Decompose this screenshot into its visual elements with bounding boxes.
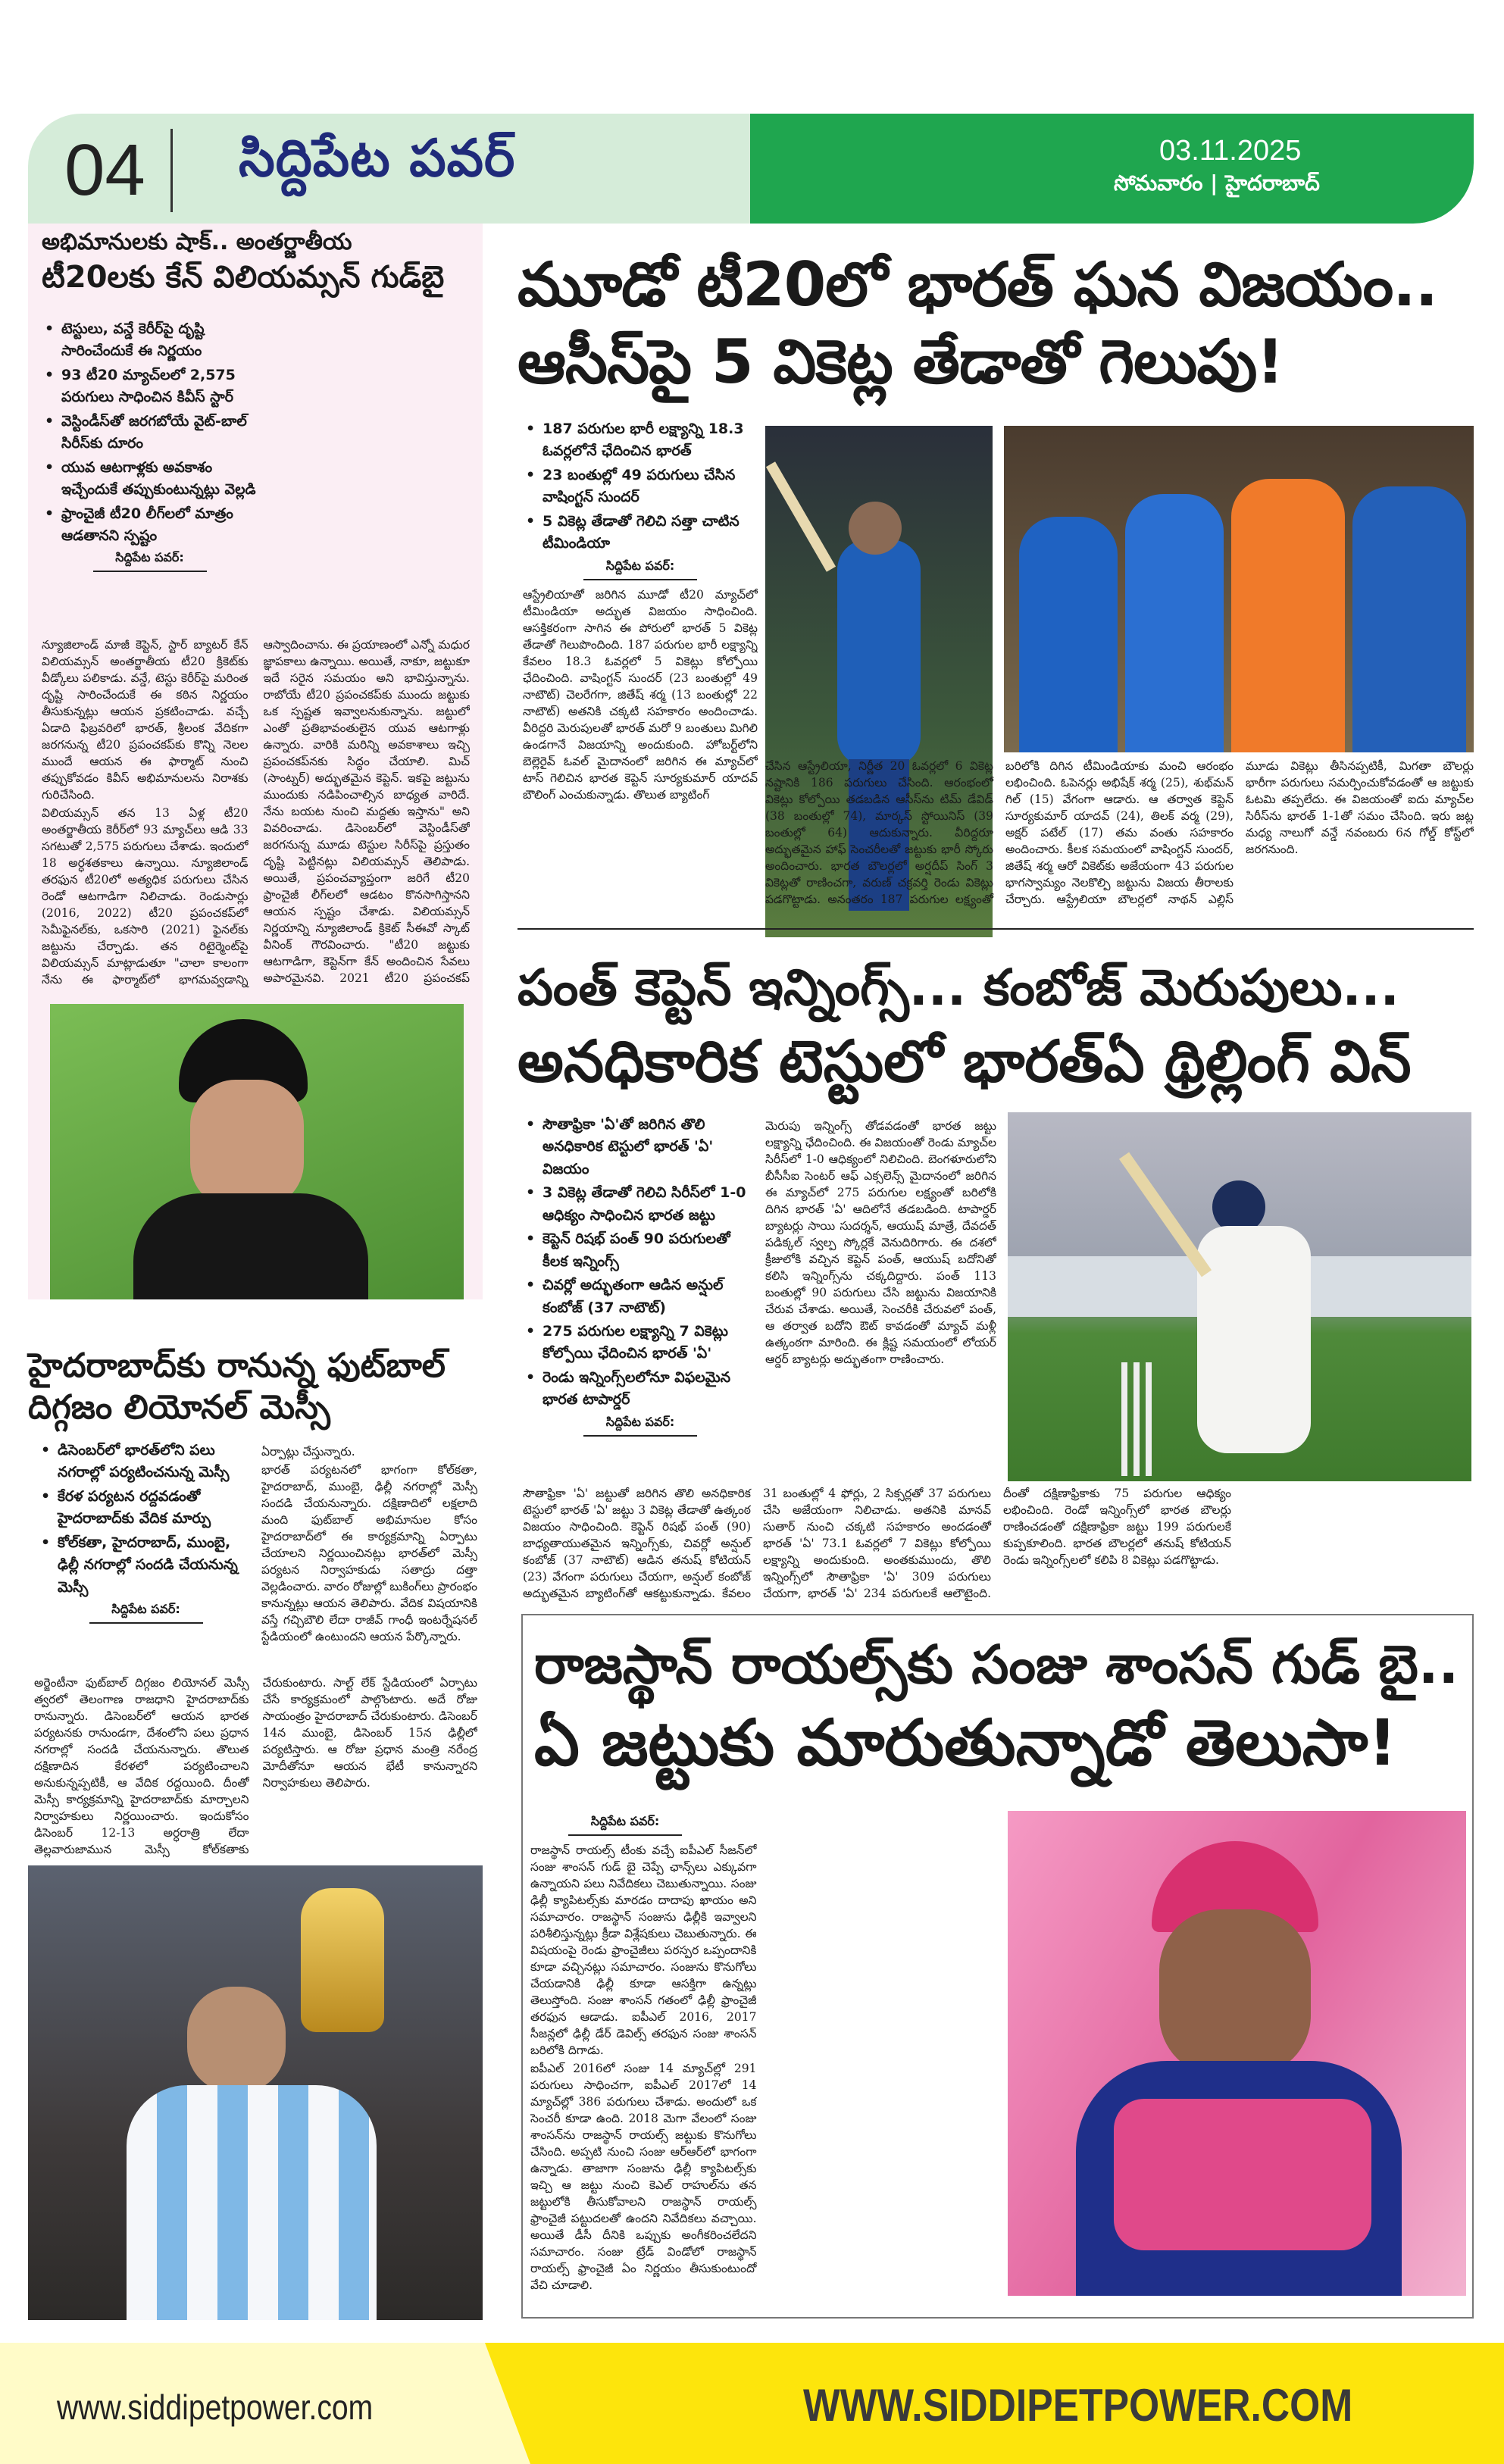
pant-bullet: • రెండు ఇన్నింగ్స్‌లలోనూ విఫలమైన భారత టాపార్డర్ — [523, 1367, 758, 1412]
pant-bullet: • 275 పరుగుల లక్ష్యాన్ని 7 వికెట్లు కోల్పోయి ఛేదించిన భారత్ 'ఏ' — [523, 1321, 758, 1365]
footer-website-link[interactable]: www.siddipetpower.com — [57, 2387, 374, 2427]
sanju-dateline: సిద్దిపేట పవర్: — [568, 1814, 682, 1836]
kane-bullet: • యువ ఆటగాళ్లకు అవకాశం ఇచ్చేందుకే తప్పుకుంటున్నట్లు వెల్లడి — [42, 457, 258, 502]
messi-paragraph-side: భారత్ పర్యటనలో భాగంగా కోల్‌కతా, హైదరాబాద్, ముంబై, ఢిల్లీ నగరాల్లో మెస్సీ సందడి చేయనున్నారు. దక్షిణాదిలో లక్షలాది మంది ఫుట్‌బాల్ అభిమానుల కోసం హైదరాబాద్‌లో ఈ కార్యక్రమాన్ని ఏర్పాటు చేయాలని నిర్ణయించినట్లు భారత్‌లో మెస్సీ పర్యటన నిర్వాహకుడు సతాద్రు దత్తా వెల్లడించారు. వారం రోజుల్లో బుకింగ్‌లు ప్రారంభం కానున్నట్లు ఆయన తెలిపారు. వేదిక విషయానికి వస్తే గచ్చిబౌలి లేదా రాజీవ్ గాంధీ ఇంటర్నేషనల్ స్టేడియంలో ఉంటుందని ఆయన పేర్కొన్నారు. — [261, 1463, 477, 1643]
pant-dateline: సిద్దిపేట పవర్: — [583, 1415, 697, 1437]
rishabh-pant-batting-photo — [1008, 1112, 1471, 1481]
kane-headline: టీ20లకు కేన్ విలియమ్సన్ గుడ్‌బై — [42, 259, 445, 295]
kane-dateline: సిద్దిపేట పవర్: — [93, 550, 207, 572]
pant-body-lower — [523, 1485, 1471, 1606]
player-shape — [1125, 494, 1224, 752]
section-divider — [517, 928, 1474, 930]
bat-shape — [766, 461, 836, 572]
kane-bullet: • టెస్టులు, వన్డే కెరీర్‌పై దృష్టి సారించేందుకే ఈ నిర్ణయం — [42, 318, 258, 363]
t20-bullet: • 5 వికెట్ల తేడాతో గెలిచి సత్తా చాటిన టీమిండియా — [523, 511, 758, 555]
team-india-celebration-photo — [1004, 426, 1474, 752]
kane-bullets-column — [42, 318, 258, 578]
messi-paragraph-lower: అర్జెంటీనా ఫుట్‌బాల్ దిగ్గజం లియోనల్ మెస్సీ త్వరలో తెలంగాణ రాజధాని హైదరాబాద్‌కు రానున్నారు. డిసెంబర్‌లో ఆయన భారత పర్యటనకు రానుండగా, దేశంలోని పలు ప్రధాన నగరాల్లో సందడి చేయనున్నారు. తొలుత దక్షిణాదిన కేరళలో పర్యటించాలని అనుకున్నప్పటికీ, ఆ వేదిక రద్దయింది. దీంతో మెస్సీ కార్యక్రమాన్ని హైదరాబాద్‌కు మార్చాలని నిర్వాహకులు నిర్ణయించారు. ఇందుకోసం డిసెంబర్ 12-13 అర్ధరాత్రి లేదా తెల్లవారుజామున మెస్సీ కోల్‌కతాకు చేరుకుంటారు. సాల్ట్ లేక్ స్టేడియంలో ఏర్పాటు చేసే కార్యక్రమంలో పాల్గొంటారు. అదే రోజు సాయంత్రం హైదరాబాద్ చేరుకుంటారు. డిసెంబర్ 14న ముంబై, డిసెంబర్ 15న ఢిల్లీలో పర్యటిస్తారు. ఆ రోజు ప్రధాన మంత్రి నరేంద్ర మోదీతోనూ ఆయన భేటీ కానున్నారని నిర్వాహకులు తెలిపారు. — [34, 1676, 477, 1856]
pant-bullet: • చివర్లో అద్భుతంగా ఆడిన అన్షుల్ కంబోజ్ (37 నాటౌట్) — [523, 1274, 758, 1319]
sanju-paragraph: రాజస్థాన్ రాయల్స్ టీంకు వచ్చే ఐపీఎల్ సీజన్‌లో సంజు శాంసన్ గుడ్ బై చెప్పే ఛాన్స్‌లు ఎక్కువగా ఉన్నాయని పలు నివేదికలు చెబుతున్నాయి. సంజు ఢిల్లీ క్యాపిటల్స్‌కు మారడం దాదాపు ఖాయం అని సమాచారం. రాజస్థాన్ సంజును ఢిల్లీకి ఇవ్వాలని పరిశీలిస్తున్నట్లు క్రీడా విశ్లేషకులు చెబుతున్నారు. ఈ విషయంపై రెండు ఫ్రాంచైజీలు పరస్పర ఒప్పందానికి కూడా వచ్చినట్లు సమాచారం. సంజును కొనుగోలు చేయడానికి ఢిల్లీ కూడా ఆసక్తిగా ఉన్నట్లు తెలుస్తోంది. సంజు శాంసన్ గతంలో ఢిల్లీ ఫ్రాంచైజీ తరఫున ఆడాడు. ఐపీఎల్ 2016, 2017 సీజన్లలో ఢిల్లీ డేర్ డెవిల్స్ తరఫున సంజు శాంసన్ బరిలోకి దిగాడు. — [530, 1843, 757, 2057]
pant-headline-line2: అనధికారిక టెస్టులో భారత్‌ఏ థ్రిల్లింగ్ విన్ — [517, 1027, 1412, 1096]
messi-paragraph-side: ఏర్పాట్లు చేస్తున్నారు. — [261, 1445, 355, 1459]
player-shape — [1352, 486, 1466, 752]
t20-bullets-column — [523, 418, 758, 882]
sanju-body — [530, 1842, 996, 2312]
kane-paragraph: న్యూజిలాండ్ మాజీ కెప్టెన్, స్టార్ బ్యాటర్ కేన్ విలియమ్సన్ అంతర్జాతీయ టీ20 క్రికెట్‌కు వీడ్కోలు పలికాడు. వన్డే, టెస్టు కెరీర్‌పై మరింత దృష్టి సారించేందుకే ఈ కఠిన నిర్ణయం తీసుకున్నట్లు ఆయన ప్రకటించాడు. వచ్చే ఏడాది ఫిబ్రవరిలో భారత్, శ్రీలంక వేదికగా జరగనున్న టీ20 ప్రపంచకప్‌కు కొన్ని నెలల ముందే ఆయన ఈ ఫార్మాట్ నుంచి తప్పుకోవడం కివీస్ అభిమానులను నిరాశకు గురిచేసింది. — [42, 638, 249, 802]
t20-bullet: • 187 పరుగుల భారీ లక్ష్యాన్ని 18.3 ఓవర్లలోనే ఛేదించిన భారత్ — [523, 418, 758, 463]
kane-kicker: అభిమానులకు షాక్.. అంతర్జాతీయ — [42, 229, 352, 255]
messi-body-lower — [34, 1674, 477, 1860]
player-shape — [1019, 517, 1118, 752]
messi-dateline: సిద్దిపేట పవర్: — [89, 1602, 203, 1624]
pant-bullet: • సౌతాఫ్రికా 'ఏ'తో జరిగిన తొలి అనధికారిక టెస్టులో భారత్ 'ఏ' విజయం — [523, 1114, 758, 1180]
pant-headline — [517, 953, 1412, 1102]
pant-body-side — [765, 1118, 996, 1481]
pant-bullet: • కెప్టెన్ రిషభ్ పంత్ 90 పరుగులతో కీలక ఇన్నింగ్స్ — [523, 1228, 758, 1273]
sanju-headline-line1: రాజస్థాన్ రాయల్స్‌కు సంజు శాంసన్ గుడ్ బై.. — [534, 1634, 1459, 1696]
messi-bullets-column — [38, 1440, 254, 1630]
t20-dateline: సిద్దిపేట పవర్: — [583, 558, 697, 580]
sanju-samson-photo — [1008, 1811, 1466, 2296]
lionel-messi-trophy-photo — [28, 1865, 483, 2320]
sanju-headline-line2: ఏ జట్టుకు మారుతున్నాడో తెలుసా! — [534, 1706, 1397, 1780]
footer-website-banner[interactable]: WWW.SIDDIPETPOWER.COM — [803, 2380, 1353, 2431]
t20-body-lower — [765, 758, 1474, 917]
face-shape — [190, 1080, 304, 1209]
t20-paragraph-lower: చేసిన ఆస్ట్రేలియా, నిర్ణీత 20 ఓవర్లలో 6 వికెట్ల నష్టానికి 186 పరుగులు చేసింది. ఆరంభంలో వికెట్లు కోల్పోయి తడబడిన ఆసీస్‌ను టిమ్ డేవిడ్ (38 బంతుల్లో 74), మార్కస్ స్టోయినిస్ (39 బంతుల్లో 64) ఆదుకున్నారు. వీరిద్దరూ అద్భుతమైన హాఫ్ సెంచరీలతో జట్టుకు భారీ స్కోరు అందించారు. భారత బౌలర్లలో అర్షదీప్ సింగ్ 3 వికెట్లతో రాణించగా, వరుణ్ చక్రవర్తి రెండు వికెట్లు పడగొట్టాడు. అనంతరం 187 పరుగుల లక్ష్యంతో బరిలోకి దిగిన టీమిండియాకు మంచి ఆరంభం లభించింది. ఓపెనర్లు అభిషేక్ శర్మ (25), శుభ్‌మన్ గిల్ (15) వేగంగా ఆడారు. ఆ తర్వాత కెప్టెన్ సూర్యకుమార్ యాదవ్ (24), తిలక్ వర్మ (29), అక్షర్ పటేల్ (17) తమ వంతు సహకారం అందించారు. కీలక సమయంలో వాషింగ్టన్ సుందర్, జితేష్ శర్మ ఆరో వికెట్‌కు అజేయంగా 43 పరుగుల భాగస్వామ్యం నెలకొల్పి జట్టును విజయ తీరాలకు చేర్చారు. ఆస్ట్రేలియా బౌలర్లలో నాథన్ ఎల్లిస్ మూడు వికెట్లు తీసినప్పటికీ, మిగతా బౌలర్లు భారీగా పరుగులు సమర్పించుకోవడంతో ఆ జట్టుకు ఓటమి తప్పలేదు. ఈ విజయంతో ఐదు మ్యాచ్‌ల సిరీస్‌ను భారత్ 1-1తో సమం చేసింది. ఇరు జట్ల మధ్య నాలుగో వన్డే నవంబరు 6న గోల్డ్ కోస్ట్‌లో జరగనుంది. — [765, 759, 1474, 906]
sanju-headline — [534, 1628, 1459, 1784]
kane-story-heading — [42, 227, 474, 296]
messi-body-side — [261, 1443, 477, 1671]
pant-paragraph-lower: సౌతాఫ్రికా 'ఏ' జట్టుతో జరిగిన తొలి అనధికారిక టెస్టులో భారత్ 'ఏ' జట్టు 3 వికెట్ల తేడాతో ఉత్కంఠ విజయం సాధించింది. కెప్టెన్ రిషభ్ పంత్ (90) బాధ్యతాయుతమైన ఇన్నింగ్స్‌కు, చివర్లో అన్షుల్ కంబోజ్ (37 నాటౌట్) ఆడిన తనుష్ కోటియన్ (23) వేగంగా పరుగులు చేయగా, అన్షుల్ కంబోజ్ అద్భుతమైన బ్యాటింగ్‌తో ఆకట్టుకున్నాడు. కేవలం 31 బంతుల్లో 4 ఫోర్లు, 2 సిక్సర్లతో 37 పరుగులు చేసి అజేయంగా నిలిచాడు. అతనికి మానవ్ సుతార్ నుంచి చక్కటి సహకారం అందడంతో భారత్ 'ఏ' 73.1 ఓవర్లలో 7 వికెట్లు కోల్పోయి లక్ష్యాన్ని అందుకుంది. అంతకుముందు, తొలి ఇన్నింగ్స్‌లో సౌతాఫ్రికా 'ఏ' 309 పరుగులు చేయగా, భారత్ 'ఏ' 234 పరుగులకే ఆలౌటైంది. దీంతో దక్షిణాఫ్రికాకు 75 పరుగుల ఆధిక్యం లభించింది. రెండో ఇన్నింగ్స్‌లో భారత బౌలర్లు రాణించడంతో దక్షిణాఫ్రికా జట్టు 199 పరుగులకే కుప్పకూలింది. భారత బౌలర్లలో తనుష్ కోటియన్ రెండు ఇన్నింగ్స్‌లలో కలిపి 8 వికెట్లు పడగొట్టాడు. — [523, 1487, 1231, 1600]
jersey-shape — [133, 1193, 368, 1299]
player-shape — [1231, 479, 1345, 752]
t20-body — [523, 586, 758, 882]
player-shape — [837, 539, 921, 767]
masthead-divider — [170, 129, 173, 212]
t20-bullet: • 23 బంతుల్లో 49 పరుగులు చేసిన వాషింగ్టన్ సుందర్ — [523, 464, 758, 509]
t20-paragraph: ఆస్ట్రేలియాతో జరిగిన మూడో టీ20 మ్యాచ్‌లో టీమిండియా అద్భుత విజయం సాధించింది. ఆసక్తికరంగా సాగిన ఈ పోరులో భారత్ 5 వికెట్ల తేడాతో గెలుపొందింది. 187 పరుగుల భారీ లక్ష్యాన్ని కేవలం 18.3 ఓవర్లలో 5 వికెట్లు కోల్పోయి ఛేదించింది. వాషింగ్టన్ సుందర్ (23 బంతుల్లో 49 నాటౌట్) చెలరేగగా, జితేష్ శర్మ (13 బంతుల్లో 22 నాటౌట్) అతనికి చక్కటి సహకారం అందించాడు. వీరిద్దరి మెరుపులతో భారత్ మరో 9 బంతులు మిగిలి ఉండగానే విజయాన్ని అందుకుంది. హోబర్ట్‌లోని బెల్లెరైవ్ ఓవల్ మైదానంలో జరిగిన ఈ మ్యాచ్‌లో టాస్ గెలిచిన భారత కెప్టెన్ సూర్యకుమార్ యాదవ్ బౌలింగ్ ఎంచుకున్నాడు. తొలుత బ్యాటింగ్ — [523, 587, 758, 802]
masthead-band-right — [750, 114, 1474, 224]
face-shape — [1159, 1909, 1311, 2076]
messi-headline: హైదరాబాద్‌కు రానున్న ఫుట్‌బాల్ దిగ్గజం లియోనల్ మెస్సీ — [28, 1346, 446, 1427]
issue-day-city: సోమవారం | హైదరాబాద్ — [1114, 170, 1320, 195]
messi-bullet: • డిసెంబర్‌లో భారత్‌లోని పలు నగరాల్లో పర్యటించనున్న మెస్సీ — [38, 1440, 254, 1484]
kane-williamson-photo — [50, 1004, 464, 1299]
kane-body — [42, 636, 470, 1000]
page-number: 04 — [64, 130, 145, 211]
trophy-shape — [301, 1888, 384, 2032]
kane-bullet: • 93 టీ20 మ్యాచ్‌లలో 2,575 పరుగులు సాధించిన కివీస్ స్టార్ — [42, 364, 258, 409]
sanju-text — [530, 1811, 996, 2312]
kane-bullet: • ఫ్రాంచైజీ టీ20 లీగ్‌లలో మాత్రం ఆడతానని స్పష్టం — [42, 503, 258, 548]
head-shape — [849, 502, 902, 555]
kane-bullet: • వెస్టిండీస్‌తో జరగబోయే వైట్-బాల్ సిరీస్‌కు దూరం — [42, 411, 258, 455]
t20-headline — [517, 246, 1437, 402]
messi-bullet: • కోల్‌కతా, హైదరాబాద్, ముంబై, ఢిల్లీ నగరాల్లో సందడి చేయనున్న మెస్సీ — [38, 1532, 254, 1599]
t20-headline-line2: ఆసీస్‌పై 5 వికెట్ల తేడాతో గెలుపు! — [517, 327, 1284, 398]
jersey-panel — [1114, 2099, 1371, 2250]
messi-bullet: • కేరళ పర్యటన రద్దవడంతో హైదరాబాద్‌కు వేదిక మార్పు — [38, 1486, 254, 1531]
newspaper-title: సిద్దిపేట పవర్ — [239, 129, 516, 189]
stumps-shape — [1121, 1362, 1127, 1476]
face-shape — [187, 1987, 286, 2093]
sanju-paragraph: ఐపీఎల్ 2016లో సంజు 14 మ్యాచ్‌ల్లో 291 పరుగులు సాధించగా, ఐపీఎల్ 2017లో 14 మ్యాచ్‌ల్లో 386 పరుగులు చేశాడు. అందులో ఒక సెంచరీ కూడా ఉంది. 2018 మెగా వేలంలో సంజు శాంసన్‌ను రాజస్థాన్ రాయల్స్ జట్టుకు కొనుగోలు చేసింది. అప్పటి నుంచి సంజు ఆర్ఆర్‌లో భాగంగా ఉన్నాడు. తాజాగా సంజును ఢిల్లీ క్యాపిటల్స్‌కు ఇచ్చి ఆ జట్టు నుంచి కెఎల్ రాహుల్‌ను తన జట్టులోకి తీసుకోవాలని రాజస్థాన్ రాయల్స్ ఫ్రాంచైజీ పట్టుదలతో ఉందని నివేదికలు వచ్చాయి. అయితే డీసీ దీనికి ఒప్పుకు అంగీకరించలేదని సమాచారం. సంజు ట్రేడ్ విండోలో రాజస్థాన్ రాయల్స్ ఫ్రాంచైజీ ఏం నిర్ణయం తీసుకుంటుందో వేచి చూడాలి. — [530, 2062, 757, 2292]
player-shape — [1197, 1226, 1311, 1453]
kane-paragraph: విలియమ్సన్ తన 13 ఏళ్ల టీ20 అంతర్జాతీయ కెరీర్‌లో 93 మ్యాచ్‌లు ఆడి 33 సగటుతో 2,575 పరుగులు చేశాడు. ఇందులో 18 అర్ధశతకాలు ఉన్నాయి. న్యూజిలాండ్ తరఫున టీ20లో అత్యధిక పరుగులు చేసిన రెండో ఆటగాడిగా నిలిచాడు. రెండుసార్లు (2016, 2022) టీ20 ప్రపంచకప్‌లో సెమీఫైనల్‌కు, ఒకసారి (2021) ఫైనల్‌కు జట్టును చేర్చాడు. తన రిటైర్మెంట్‌పై విలియమ్సన్ మాట్లాడుతూ "చాలా కాలంగా నేను ఈ ఫార్మాట్‌లో భాగమవ్వడాన్ని ఆస్వాదించాను. ఈ ప్రయాణంలో ఎన్నో మధుర జ్ఞాపకాలు ఉన్నాయి. అయితే, నాకూ, జట్టుకూ ఇదే సరైన సమయం అని భావిస్తున్నాను. రాబోయే టీ20 ప్రపంచకప్‌కు ముందు జట్టుకు ఒక స్పష్టత ఇవ్వాలనుకున్నాను. జట్టులో ఎంతో ప్రతిభావంతులైన యువ ఆటగాళ్లు ఉన్నారు. వారికి మరిన్ని అవకాశాలు ఇచ్చి ప్రపంచకప్‌నకు సిద్ధం చేయాలి. మిచ్ (సాంట్నర్) అద్భుతమైన కెప్టెన్. ఇకపై జట్టును ముందుకు నడిపించాల్సిన బాధ్యత వారిదే. నేను బయట నుంచి మద్దతు ఇస్తాను" అని వివరించాడు. డిసెంబర్‌లో వెస్టిండీస్‌తో జరగనున్న మూడు టెస్టుల సిరీస్‌పై ప్రస్తుతం దృష్టి పెట్టినట్లు విలియమ్సన్ తెలిపాడు. అయితే, ప్రపంచవ్యాప్తంగా జరిగే టీ20 ఫ్రాంచైజీ లీగ్‌లలో ఆడటం కొనసాగిస్తానని ఆయన స్పష్టం చేశాడు. విలియమ్సన్ నిర్ణయాన్ని న్యూజిలాండ్ క్రికెట్ సీఈవో స్కాట్ వీనింక్ గౌరవించారు. "టీ20 జట్టుకు ఆటగాడిగా, కెప్టెన్‌గా కేన్ అందించిన సేవలు అపారమైనవి. 2021 టీ20 ప్రపంచకప్ — [42, 638, 470, 987]
argentina-jersey-shape — [127, 2085, 377, 2320]
pant-headline-line1: పంత్ కెప్టెన్ ఇన్నింగ్స్... కంబోజ్ మెరుపులు... — [517, 958, 1399, 1017]
pant-bullet: • 3 వికెట్ల తేడాతో గెలిచి సిరీస్‌లో 1-0 ఆధిక్యం సాధించిన భారత జట్టు — [523, 1182, 758, 1227]
issue-date: 03.11.2025 — [1159, 135, 1302, 167]
t20-headline-line1: మూడో టీ20లో భారత్ ఘన విజయం.. — [517, 249, 1437, 320]
pant-bullets-column — [523, 1114, 758, 1443]
pant-paragraph-side: మెరుపు ఇన్నింగ్స్ తోడవడంతో భారత జట్టు లక్ష్యాన్ని ఛేదించింది. ఈ విజయంతో రెండు మ్యాచ్‌ల సిరీస్‌లో 1-0 ఆధిక్యంలో నిలిచింది. బెంగళూరులోని బీసీసీఐ సెంటర్ ఆఫ్ ఎక్సలెన్స్ మైదానంలో జరిగిన ఈ మ్యాచ్‌లో 275 పరుగుల లక్ష్యంతో బరిలోకి దిగిన భారత్ 'ఏ' ఆదిలోనే తడబడింది. టాపార్డర్ బ్యాటర్లు సాయి సుదర్శన్, ఆయుష్ మాత్రే, దేవదత్ పడిక్కల్ స్వల్ప స్కోర్లకే వెనుదిరిగారు. ఈ దశలో క్రీజులోకి వచ్చిన కెప్టెన్ పంత్, ఆయుష్ బదోనితో కలిసి ఇన్నింగ్స్‌ను చక్కదిద్దారు. పంత్ 113 బంతుల్లో 90 పరుగులు చేసి జట్టును విజయానికి చేరువ చేశాడు. అయితే, సెంచరీకి చేరువలో పంత్, ఆ తర్వాత బదోని ఔట్ కావడంతో మ్యాచ్ మళ్లీ ఉత్కంఠగా మారింది. ఈ క్లిష్ట సమయంలో లోయర్ ఆర్డర్ బ్యాటర్లు అద్భుతంగా రాణించారు. — [765, 1119, 996, 1366]
